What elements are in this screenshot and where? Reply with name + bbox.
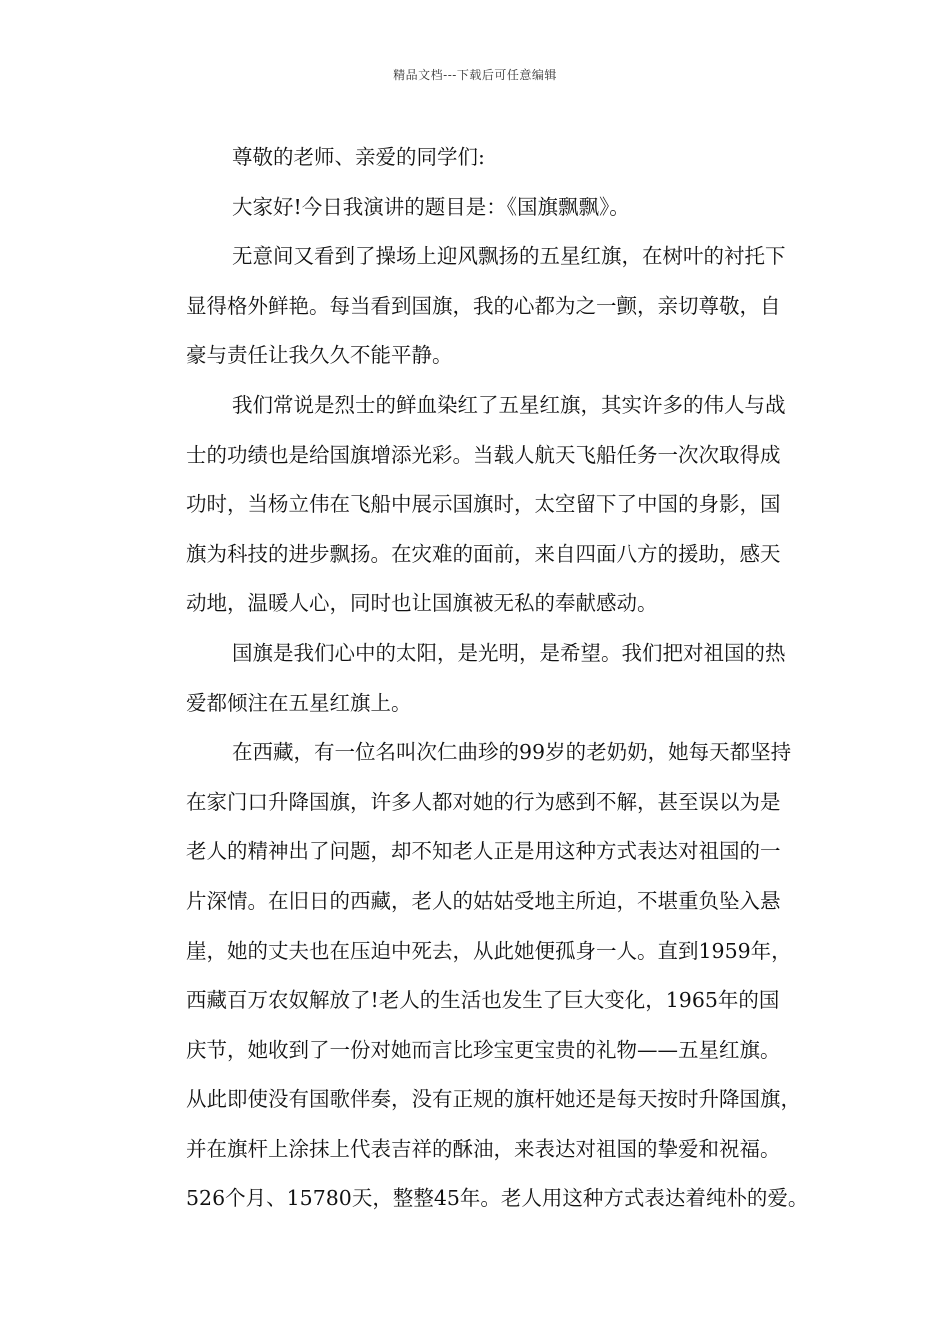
paragraph-line: 国旗是我们心中的太阳，是光明，是希望。我们把对祖国的热 — [232, 640, 786, 665]
paragraph-line: 功时，当杨立伟在飞船中展示国旗时，太空留下了中国的身影，国 — [186, 492, 781, 517]
paragraph-line: 在西藏，有一位名叫次仁曲珍的99岁的老奶奶，她每天都坚持 — [232, 740, 792, 765]
paragraph-tibet-grandmother — [145, 728, 825, 1224]
paragraph-line: 在家门口升降国旗，许多人都对她的行为感到不解，甚至误以为是 — [186, 789, 781, 814]
paragraph-line: 旗为科技的进步飘扬。在灾难的面前，来自四面八方的援助，感天 — [186, 541, 781, 566]
paragraph-martyrs-and-heroes — [145, 381, 825, 629]
paragraph-line: 526个月、15780天，整整45年。老人用这种方式表达着纯朴的爱。 — [186, 1186, 809, 1211]
paragraph-line: 爱都倾注在五星红旗上。 — [186, 690, 412, 715]
paragraph-line: 显得格外鲜艳。每当看到国旗，我的心都为之一颤，亲切尊敬，自 — [186, 293, 781, 318]
paragraph-line: 士的功绩也是给国旗增添光彩。当载人航天飞船任务一次次取得成 — [186, 442, 781, 467]
paragraph-greeting — [145, 183, 825, 233]
paragraph-line: 豪与责任让我久久不能平静。 — [186, 343, 453, 368]
paragraph-line: 动地，温暖人心，同时也让国旗被无私的奉献感动。 — [186, 591, 658, 616]
paragraph-flag-is-sun — [145, 629, 825, 728]
paragraph-line: 片深情。在旧日的西藏，老人的姑姑受地主所迫，不堪重负坠入悬 — [186, 888, 781, 913]
paragraph-line: 庆节，她收到了一份对她而言比珍宝更宝贵的礼物——五星红旗。 — [186, 1037, 781, 1062]
paragraph-salutation — [145, 133, 825, 183]
paragraph-line: 从此即使没有国歌伴奏，没有正规的旗杆她还是每天按时升降国旗， — [186, 1087, 801, 1112]
paragraph-line: 崖，她的丈夫也在压迫中死去，从此她便孤身一人。直到1959年， — [186, 938, 792, 963]
paragraph-line: 老人的精神出了问题，却不知老人正是用这种方式表达对祖国的一 — [186, 839, 781, 864]
paragraph-flag-on-playground — [145, 232, 825, 381]
paragraph-line: 西藏百万农奴解放了!老人的生活也发生了巨大变化，1965年的国 — [186, 988, 780, 1013]
paragraph-line: 我们常说是烈士的鲜血染红了五星红旗，其实许多的伟人与战 — [232, 392, 786, 417]
paragraph-line: 大家好!今日我演讲的题目是：《国旗飘飘》。 — [232, 194, 630, 219]
speech-body — [145, 133, 825, 1224]
paragraph-line: 并在旗杆上涂抹上代表吉祥的酥油，来表达对祖国的挚爱和祝福。 — [186, 1136, 781, 1161]
paragraph-line: 尊敬的老师、亲爱的同学们: — [232, 145, 485, 169]
page-header: 精品文档---下载后可任意编辑 — [393, 68, 557, 82]
paragraph-line: 无意间又看到了操场上迎风飘扬的五星红旗，在树叶的衬托下 — [232, 244, 786, 269]
